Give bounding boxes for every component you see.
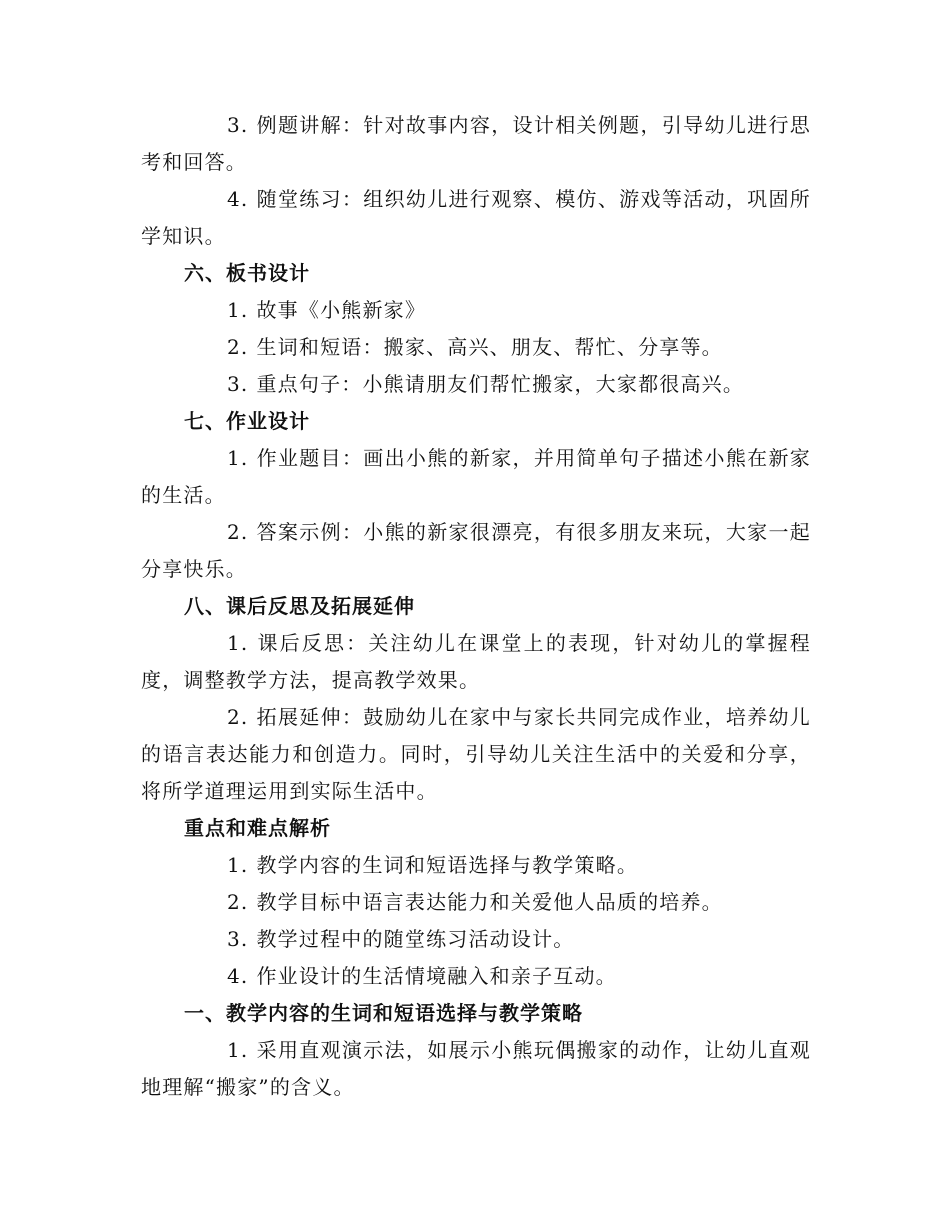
paragraph-answer-example (141, 514, 811, 588)
paragraph-text: 随堂练习：组织幼儿进行观察、模仿、游戏等活动，巩固所学知识。 (141, 187, 811, 248)
paragraph-key-point-2 (141, 884, 811, 921)
paragraph-extension (141, 699, 811, 810)
paragraph-key-point-1 (141, 847, 811, 884)
paragraph-number: 1. (227, 631, 249, 655)
paragraph-number: 3. (227, 927, 249, 951)
paragraph-key-point-4 (141, 958, 811, 995)
paragraph-number: 1. (227, 853, 249, 877)
document-body (141, 107, 811, 1106)
paragraph-number: 3. (227, 113, 249, 137)
paragraph-number: 4. (227, 964, 249, 988)
paragraph-text: 例题讲解：针对故事内容，设计相关例题，引导幼儿进行思考和回答。 (141, 113, 811, 174)
paragraph-key-sentence (141, 366, 811, 403)
paragraph-text: 采用直观演示法，如展示小熊玩偶搬家的动作，让幼儿直观地理解“搬家”的含义。 (141, 1038, 811, 1099)
paragraph-vocabulary (141, 329, 811, 366)
paragraph-text: 生词和短语：搬家、高兴、朋友、帮忙、分享等。 (256, 335, 723, 359)
paragraph-text: 课后反思：关注幼儿在课堂上的表现，针对幼儿的掌握程度，调整教学方法，提高教学效果。 (141, 631, 811, 692)
paragraph-example-explanation (141, 107, 811, 181)
paragraph-story-title (141, 292, 811, 329)
paragraph-post-class-reflection (141, 625, 811, 699)
paragraph-text: 作业设计的生活情境融入和亲子互动。 (256, 964, 617, 988)
paragraph-text: 故事《小熊新家》 (256, 298, 427, 322)
paragraph-classroom-practice (141, 181, 811, 255)
section-heading-vocabulary-strategy: 一、教学内容的生词和短语选择与教学策略 (184, 1001, 583, 1025)
paragraph-number: 2. (227, 890, 249, 914)
paragraph-number: 2. (227, 705, 249, 729)
paragraph-text: 拓展延伸：鼓励幼儿在家中与家长共同完成作业，培养幼儿的语言表达能力和创造力。同时，引导幼儿关注生活中的关爱和分享，将所学道理运用到实际生活中。 (141, 705, 811, 803)
paragraph-number: 1. (227, 446, 249, 470)
paragraph-text: 教学目标中语言表达能力和关爱他人品质的培养。 (256, 890, 723, 914)
paragraph-number: 4. (227, 187, 249, 211)
paragraph-number: 1. (227, 1038, 249, 1062)
section-heading-key-points: 重点和难点解析 (184, 816, 331, 840)
paragraph-key-point-3 (141, 921, 811, 958)
paragraph-demonstration-method (141, 1032, 811, 1106)
paragraph-number: 2. (227, 520, 249, 544)
paragraph-text: 作业题目：画出小熊的新家，并用简单句子描述小熊在新家的生活。 (141, 446, 811, 507)
paragraph-homework-topic (141, 440, 811, 514)
paragraph-text: 重点句子：小熊请朋友们帮忙搬家，大家都很高兴。 (256, 372, 745, 396)
paragraph-text: 答案示例：小熊的新家很漂亮，有很多朋友来玩，大家一起分享快乐。 (141, 520, 811, 581)
paragraph-number: 1. (227, 298, 249, 322)
paragraph-text: 教学过程中的随堂练习活动设计。 (256, 927, 575, 951)
section-heading-homework-design: 七、作业设计 (184, 409, 310, 433)
paragraph-number: 3. (227, 372, 249, 396)
section-heading-reflection: 八、课后反思及拓展延伸 (184, 594, 415, 618)
section-heading-blackboard-design: 六、板书设计 (184, 261, 310, 285)
paragraph-number: 2. (227, 335, 249, 359)
paragraph-text: 教学内容的生词和短语选择与教学策略。 (256, 853, 639, 877)
